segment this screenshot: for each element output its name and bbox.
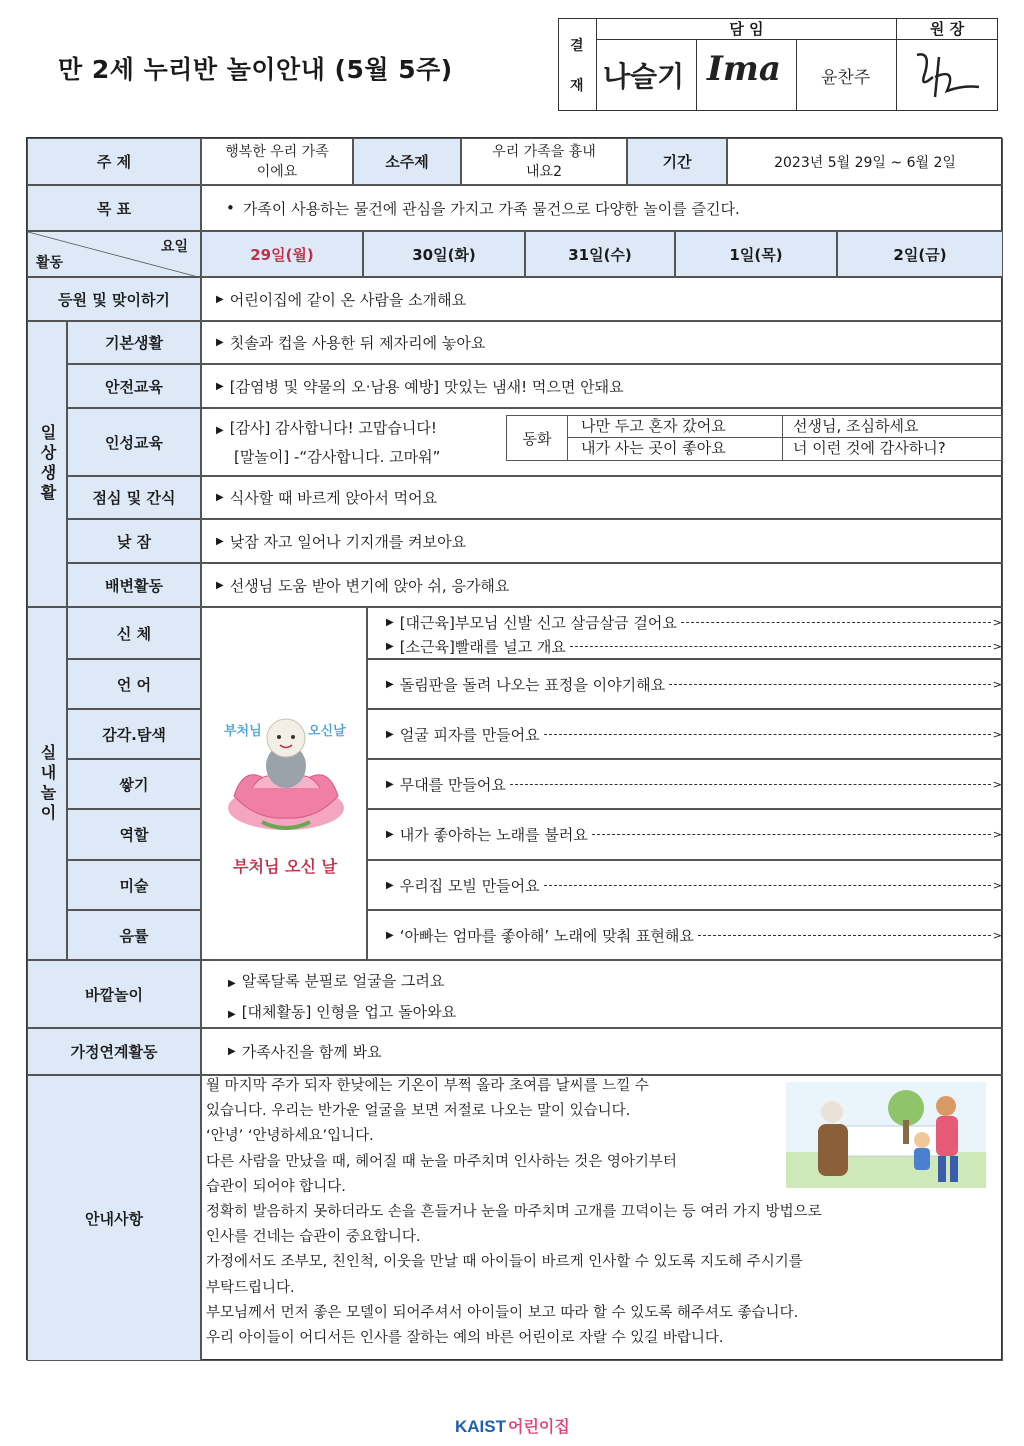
story-label: 동화 xyxy=(507,416,568,460)
music-cell xyxy=(367,910,1003,960)
body-cell xyxy=(367,607,1003,659)
body-label: 신 체 xyxy=(67,607,201,659)
role-text: 내가 좋아하는 노래를 불러요 xyxy=(399,826,588,844)
theme-label: 주 제 xyxy=(27,138,201,185)
arrow-head-icon: > xyxy=(992,878,1002,892)
language-cell xyxy=(367,659,1003,709)
day-corner-label: 요일 xyxy=(160,239,188,255)
theme-value: 행복한 우리 가족이에요 xyxy=(201,138,353,185)
story-4: 너 이런 것에 감사하니? xyxy=(793,439,946,457)
home-link-text: 가족사진을 함께 봐요 xyxy=(241,1043,382,1061)
music-text: ‘아빠는 엄마를 좋아해’ 노래에 맞춰 표현해요 xyxy=(399,926,694,945)
role-cell xyxy=(367,809,1003,860)
outdoor-text-1: 알록달록 분필로 얼굴을 그려요 xyxy=(241,972,445,990)
story-3: 내가 사는 곳이 좋아요 xyxy=(567,438,783,460)
sensory-cell xyxy=(367,709,1003,759)
arrow-head-icon: > xyxy=(992,828,1002,841)
triangle-bullet-icon: ▶ xyxy=(228,1046,236,1057)
arrow-head-icon: > xyxy=(992,727,1002,741)
triangle-bullet-icon: ▶ xyxy=(386,829,394,840)
sensory-label: 감각.탐색 xyxy=(67,709,201,759)
arrow-head-icon: > xyxy=(992,677,1002,691)
notice-line: 정확히 발음하지 못하더라도 손을 흔들거나 눈을 마주치며 고개를 끄덕이는 등 여러 가지 방법으로 xyxy=(206,1204,822,1220)
triangle-bullet-icon: ▶ xyxy=(386,778,394,790)
body-text-1: [대근육]부모님 신발 신고 살금살금 걸어요 xyxy=(399,613,677,632)
story-table xyxy=(506,415,1002,461)
notice-line: 가정에서도 조부모, 친인척, 이웃을 만날 때 아이들이 바르게 인사할 수 있도록 지도해 주시기를 xyxy=(206,1254,803,1271)
triangle-bullet-icon: ▶ xyxy=(386,728,394,740)
goal-cell xyxy=(201,185,1003,231)
signature-2: Ima xyxy=(707,49,781,89)
goal-label: 목 표 xyxy=(27,185,201,231)
character-cell xyxy=(201,408,1003,476)
blocks-cell xyxy=(367,759,1003,809)
toilet-label: 배변활동 xyxy=(67,563,201,607)
sub-theme-value: 우리 가족을 흉내내요2 xyxy=(461,138,627,185)
notice-label: 안내사항 xyxy=(27,1075,201,1361)
body-text-2: [소근육]빨래를 널고 개요 xyxy=(399,637,566,656)
role-label: 역할 xyxy=(67,809,201,860)
day-header-tue: 30일(화) xyxy=(363,231,525,277)
triangle-bullet-icon: ▶ xyxy=(386,678,394,690)
safety-label: 안전교육 xyxy=(67,364,201,408)
illustration-caption-left: 부처님 xyxy=(224,724,262,739)
illustration-caption-right: 오신날 xyxy=(308,724,346,739)
goal-text: 가족이 사용하는 물건에 관심을 가지고 가족 물건으로 다양한 놀이를 즐긴다. xyxy=(242,199,740,218)
basic-life-cell xyxy=(201,321,1003,364)
period-label: 기간 xyxy=(627,138,727,185)
triangle-bullet-icon: ▶ xyxy=(386,879,394,891)
approval-side-label-2: 재 xyxy=(570,78,584,94)
signature-3: 윤찬주 xyxy=(821,68,871,88)
character-line-2: [말놀이] -“감사합니다. 고마워” xyxy=(234,448,441,466)
triangle-bullet-icon: ▶ xyxy=(216,579,224,591)
triangle-bullet-icon: ▶ xyxy=(228,1009,236,1020)
arrow-head-icon: > xyxy=(992,928,1002,942)
story-2: 선생님, 조심하세요 xyxy=(783,416,1001,438)
indoor-group-label: 실내놀이 xyxy=(27,607,67,960)
art-text: 우리집 모빌 만들어요 xyxy=(399,876,540,895)
triangle-bullet-icon: ▶ xyxy=(216,380,224,392)
triangle-bullet-icon: ▶ xyxy=(386,640,394,652)
triangle-bullet-icon: ▶ xyxy=(216,425,224,436)
character-label: 인성교육 xyxy=(67,408,201,476)
notice-line: 다른 사람을 만났을 때, 헤어질 때 눈을 마주치며 인사하는 것은 영아기부터 xyxy=(206,1153,677,1170)
activity-corner-label: 활동 xyxy=(36,255,64,271)
sub-theme-label: 소주제 xyxy=(353,138,461,185)
page-title: 만 2세 누리반 놀이안내 (5월 5주) xyxy=(58,55,453,84)
lotus-buddha-illustration xyxy=(216,688,356,838)
art-label: 미술 xyxy=(67,860,201,910)
arrival-text: 어린이집에 같이 온 사람을 소개해요 xyxy=(229,290,467,309)
language-text: 돌림판을 돌려 나오는 표정을 이야기해요 xyxy=(399,675,666,694)
triangle-bullet-icon: ▶ xyxy=(216,293,224,305)
outdoor-cell xyxy=(201,960,1003,1028)
triangle-bullet-icon: ▶ xyxy=(386,929,394,941)
director-signature xyxy=(907,47,989,103)
meal-cell xyxy=(201,476,1003,519)
nap-cell xyxy=(201,519,1003,563)
character-line-1: [감사] 감사합니다! 고맙습니다! xyxy=(229,419,437,437)
sensory-text: 얼굴 피자를 만들어요 xyxy=(399,725,540,744)
toilet-cell xyxy=(201,563,1003,607)
teacher-header: 담 임 xyxy=(597,19,897,40)
meal-text: 식사할 때 바르게 앉아서 먹어요 xyxy=(229,489,438,507)
notice-line: 인사를 건네는 습관이 중요합니다. xyxy=(206,1229,421,1246)
day-header-thu: 1일(목) xyxy=(675,231,837,277)
triangle-bullet-icon: ▶ xyxy=(216,337,224,348)
notice-line: 부탁드립니다. xyxy=(206,1279,295,1296)
arrow-head-icon: > xyxy=(992,639,1002,653)
day-header-fri: 2일(금) xyxy=(837,231,1003,277)
triangle-bullet-icon: ▶ xyxy=(386,616,394,628)
kaist-logo: KAIST 어린이집 xyxy=(455,1417,570,1436)
notice-line: 우리 아이들이 어디서든 인사를 잘하는 예의 바른 어린이로 자랄 수 있길 바랍니다. xyxy=(206,1330,724,1346)
music-label: 음률 xyxy=(67,910,201,960)
triangle-bullet-icon: ▶ xyxy=(216,535,224,547)
day-activity-header xyxy=(27,231,201,277)
notice-line: ‘안녕’ ‘안녕하세요’입니다. xyxy=(206,1128,374,1145)
nap-label: 낮 잠 xyxy=(67,519,201,563)
notice-line: 월 마지막 주가 되자 한낮에는 기온이 부쩍 올라 초여름 날씨를 느낄 수 xyxy=(206,1078,649,1094)
period-value: 2023년 5월 29일 ~ 6월 2일 xyxy=(727,138,1003,185)
director-header: 원 장 xyxy=(897,19,997,40)
approval-box xyxy=(558,18,998,111)
arrow-head-icon: > xyxy=(992,615,1002,629)
signature-1: 나슬기 xyxy=(603,60,685,93)
arrow-head-icon: > xyxy=(992,777,1002,791)
blocks-text: 무대를 만들어요 xyxy=(399,775,506,794)
day-header-mon: 29일(월) xyxy=(201,231,363,277)
art-cell xyxy=(367,860,1003,910)
basic-life-text: 칫솔과 컵을 사용한 뒤 제자리에 놓아요 xyxy=(229,334,486,352)
arrival-label: 등원 및 맞이하기 xyxy=(27,277,201,321)
day-header-wed: 31일(수) xyxy=(525,231,675,277)
blocks-label: 쌓기 xyxy=(67,759,201,809)
home-link-cell xyxy=(201,1028,1003,1075)
family-greeting-illustration xyxy=(786,1082,986,1188)
nap-text: 낮잠 자고 일어나 기지개를 켜보아요 xyxy=(229,532,467,551)
outdoor-label: 바깥놀이 xyxy=(27,960,201,1028)
meal-label: 점심 및 간식 xyxy=(67,476,201,519)
language-label: 언 어 xyxy=(67,659,201,709)
basic-life-label: 기본생활 xyxy=(67,321,201,364)
home-link-label: 가정연계활동 xyxy=(27,1028,201,1075)
bullet-icon: • xyxy=(226,199,235,217)
illustration-caption: 부처님 오신 날 xyxy=(233,857,337,876)
daily-group-label: 일상생활 xyxy=(27,321,67,607)
toilet-text: 선생님 도움 받아 변기에 앉아 쉬, 응가해요 xyxy=(229,576,510,595)
notice-line: 습관이 되어야 합니다. xyxy=(206,1178,346,1195)
approval-side-label-1: 결 xyxy=(570,38,584,54)
safety-cell xyxy=(201,364,1003,408)
buddha-birthday-illustration-cell xyxy=(201,607,367,960)
outdoor-text-2: [대체활동] 인형을 업고 돌아와요 xyxy=(241,1003,457,1021)
safety-text: [감염병 및 약물의 오·남용 예방] 맛있는 냄새! 먹으면 안돼요 xyxy=(229,377,624,396)
story-1: 나만 두고 혼자 갔어요 xyxy=(567,416,783,438)
plan-table xyxy=(26,137,1002,1360)
triangle-bullet-icon: ▶ xyxy=(216,492,224,503)
notice-cell xyxy=(201,1075,1003,1361)
arrival-cell xyxy=(201,277,1003,321)
notice-line: 부모님께서 먼저 좋은 모델이 되어주셔서 아이들이 보고 따라 할 수 있도록 해주셔도 좋습니다. xyxy=(206,1304,799,1321)
notice-line: 있습니다. 우리는 반가운 얼굴을 보면 저절로 나오는 말이 있습니다. xyxy=(206,1103,631,1120)
triangle-bullet-icon: ▶ xyxy=(228,978,236,989)
